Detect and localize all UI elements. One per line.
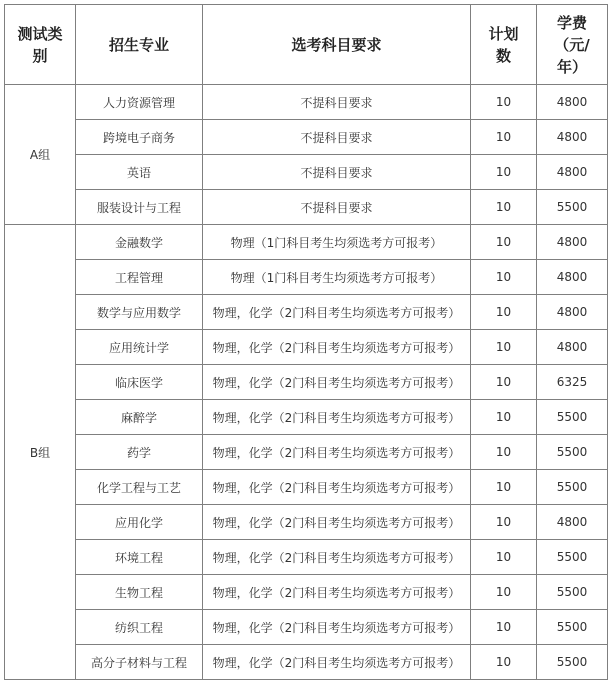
tuition-cell: 5500: [537, 540, 608, 575]
admissions-table: [4, 4, 608, 680]
table-row: [5, 155, 608, 190]
tuition-cell: 5500: [537, 645, 608, 680]
major-cell: 金融数学: [76, 225, 203, 260]
tuition-cell: 5500: [537, 610, 608, 645]
requirement-cell: 物理，化学（2门科目考生均须选考方可报考）: [203, 540, 471, 575]
requirement-cell: 物理，化学（2门科目考生均须选考方可报考）: [203, 365, 471, 400]
header-row: [5, 5, 608, 85]
tuition-cell: 5500: [537, 400, 608, 435]
requirement-cell: 物理（1门科目考生均须选考方可报考）: [203, 225, 471, 260]
plan-cell: 10: [471, 645, 537, 680]
plan-cell: 10: [471, 120, 537, 155]
plan-cell: 10: [471, 85, 537, 120]
requirement-cell: 物理，化学（2门科目考生均须选考方可报考）: [203, 610, 471, 645]
header-requirement: 选考科目要求: [203, 5, 471, 85]
table-row: [5, 645, 608, 680]
tuition-cell: 4800: [537, 120, 608, 155]
tuition-cell: 5500: [537, 190, 608, 225]
requirement-cell: 物理，化学（2门科目考生均须选考方可报考）: [203, 470, 471, 505]
major-cell: 英语: [76, 155, 203, 190]
plan-cell: 10: [471, 400, 537, 435]
table-row: [5, 470, 608, 505]
plan-cell: 10: [471, 225, 537, 260]
major-cell: 药学: [76, 435, 203, 470]
major-cell: 服装设计与工程: [76, 190, 203, 225]
requirement-cell: 物理，化学（2门科目考生均须选考方可报考）: [203, 575, 471, 610]
group-name: A组: [5, 85, 76, 225]
major-cell: 麻醉学: [76, 400, 203, 435]
plan-cell: 10: [471, 365, 537, 400]
requirement-cell: 物理，化学（2门科目考生均须选考方可报考）: [203, 295, 471, 330]
table-row: [5, 505, 608, 540]
plan-cell: 10: [471, 330, 537, 365]
table-row: [5, 260, 608, 295]
tuition-cell: 4800: [537, 330, 608, 365]
requirement-cell: 不提科目要求: [203, 155, 471, 190]
requirement-cell: 不提科目要求: [203, 120, 471, 155]
requirement-cell: 物理（1门科目考生均须选考方可报考）: [203, 260, 471, 295]
tuition-cell: 4800: [537, 225, 608, 260]
requirement-cell: 物理，化学（2门科目考生均须选考方可报考）: [203, 645, 471, 680]
plan-cell: 10: [471, 295, 537, 330]
table-row: [5, 295, 608, 330]
requirement-cell: 不提科目要求: [203, 85, 471, 120]
plan-cell: 10: [471, 260, 537, 295]
table-body: [5, 85, 608, 680]
table-row: [5, 400, 608, 435]
major-cell: 临床医学: [76, 365, 203, 400]
table-row: [5, 225, 608, 260]
tuition-cell: 5500: [537, 575, 608, 610]
table-row: [5, 435, 608, 470]
tuition-cell: 6325: [537, 365, 608, 400]
header-plan: 计划数: [471, 5, 537, 85]
major-cell: 高分子材料与工程: [76, 645, 203, 680]
major-cell: 环境工程: [76, 540, 203, 575]
table-row: [5, 190, 608, 225]
table-row: [5, 85, 608, 120]
plan-cell: 10: [471, 470, 537, 505]
major-cell: 化学工程与工艺: [76, 470, 203, 505]
requirement-cell: 物理，化学（2门科目考生均须选考方可报考）: [203, 330, 471, 365]
header-major: 招生专业: [76, 5, 203, 85]
table-row: [5, 610, 608, 645]
plan-cell: 10: [471, 435, 537, 470]
plan-cell: 10: [471, 505, 537, 540]
plan-cell: 10: [471, 575, 537, 610]
requirement-cell: 物理，化学（2门科目考生均须选考方可报考）: [203, 505, 471, 540]
table-row: [5, 575, 608, 610]
header-tuition: 学费（元/年）: [537, 5, 608, 85]
major-cell: 纺织工程: [76, 610, 203, 645]
requirement-cell: 物理，化学（2门科目考生均须选考方可报考）: [203, 400, 471, 435]
major-cell: 应用统计学: [76, 330, 203, 365]
tuition-cell: 4800: [537, 295, 608, 330]
tuition-cell: 4800: [537, 505, 608, 540]
group-name: B组: [5, 225, 76, 680]
table-row: [5, 120, 608, 155]
table-row: [5, 365, 608, 400]
table-row: [5, 330, 608, 365]
major-cell: 跨境电子商务: [76, 120, 203, 155]
plan-cell: 10: [471, 540, 537, 575]
tuition-cell: 4800: [537, 85, 608, 120]
plan-cell: 10: [471, 190, 537, 225]
table-row: [5, 540, 608, 575]
tuition-cell: 5500: [537, 435, 608, 470]
requirement-cell: 物理，化学（2门科目考生均须选考方可报考）: [203, 435, 471, 470]
major-cell: 生物工程: [76, 575, 203, 610]
plan-cell: 10: [471, 610, 537, 645]
plan-cell: 10: [471, 155, 537, 190]
major-cell: 工程管理: [76, 260, 203, 295]
major-cell: 人力资源管理: [76, 85, 203, 120]
tuition-cell: 4800: [537, 260, 608, 295]
tuition-cell: 4800: [537, 155, 608, 190]
header-category: 测试类别: [5, 5, 76, 85]
requirement-cell: 不提科目要求: [203, 190, 471, 225]
major-cell: 应用化学: [76, 505, 203, 540]
tuition-cell: 5500: [537, 470, 608, 505]
major-cell: 数学与应用数学: [76, 295, 203, 330]
